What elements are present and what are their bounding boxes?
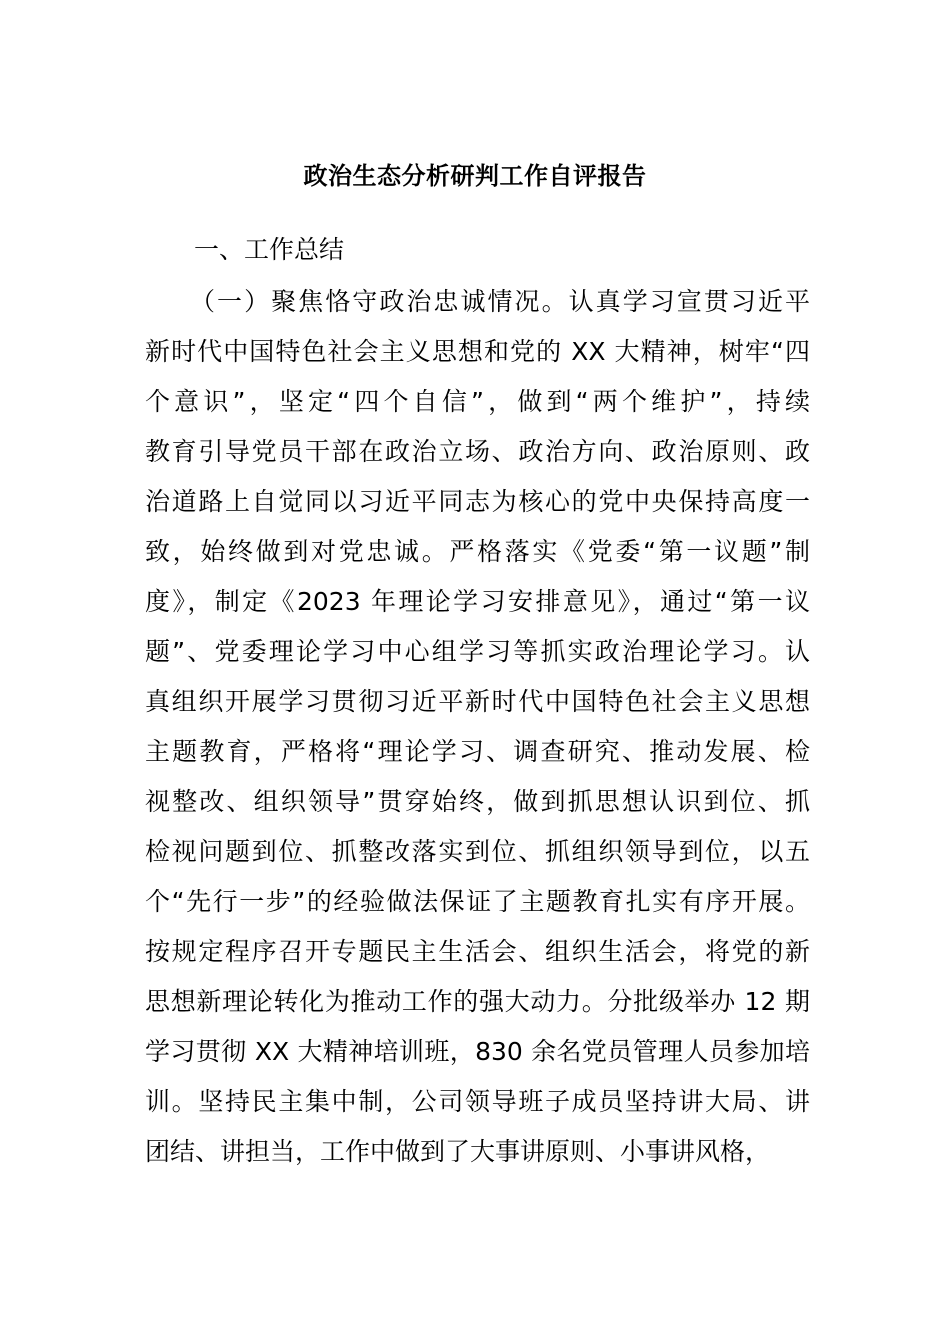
paragraph-line: 真组织开展学习贯彻习近平新时代中国特色社会主义思想 [145,687,810,716]
paragraph-body [145,283,810,1183]
paragraph-line: 检视问题到位、抓整改落实到位、抓组织领导到位，以五 [145,837,810,866]
section-heading: 一、工作总结 [194,235,345,264]
paragraph-line: 致，始终做到对党忠诚。严格落实《党委“第一议题”制 [145,537,810,566]
paragraph-line: 新时代中国特色社会主义思想和党的 XX 大精神，树牢“四 [145,337,810,366]
paragraph-line: 度》，制定《2023 年理论学习安排意见》，通过“第一议 [145,587,810,616]
paragraph-line: 个意识”，坚定“四个自信”，做到“两个维护”，持续 [145,387,810,416]
paragraph-line: 按规定程序召开专题民主生活会、组织生活会，将党的新 [145,937,810,966]
paragraph-line: 主题教育，严格将“理论学习、调查研究、推动发展、检 [145,737,810,766]
document-title: 政治生态分析研判工作自评报告 [303,162,647,190]
paragraph-line: 思想新理论转化为推动工作的强大动力。分批级举办 12 期 [145,987,810,1016]
paragraph-line: 教育引导党员干部在政治立场、政治方向、政治原则、政 [145,437,810,466]
paragraph-line: 团结、讲担当，工作中做到了大事讲原则、小事讲风格， [145,1137,771,1166]
paragraph-line: 题”、党委理论学习中心组学习等抓实政治理论学习。认 [145,637,810,666]
paragraph-line: 个“先行一步”的经验做法保证了主题教育扎实有序开展。 [145,887,810,916]
paragraph-line: 学习贯彻 XX 大精神培训班，830 余名党员管理人员参加培 [145,1037,810,1066]
paragraph-line: 训。坚持民主集中制，公司领导班子成员坚持讲大局、讲 [145,1087,810,1116]
paragraph-line: 视整改、组织领导”贯穿始终，做到抓思想认识到位、抓 [145,787,810,816]
paragraph-line: （一）聚焦恪守政治忠诚情况。认真学习宣贯习近平 [190,287,810,316]
paragraph-line: 治道路上自觉同以习近平同志为核心的党中央保持高度一 [145,487,810,516]
